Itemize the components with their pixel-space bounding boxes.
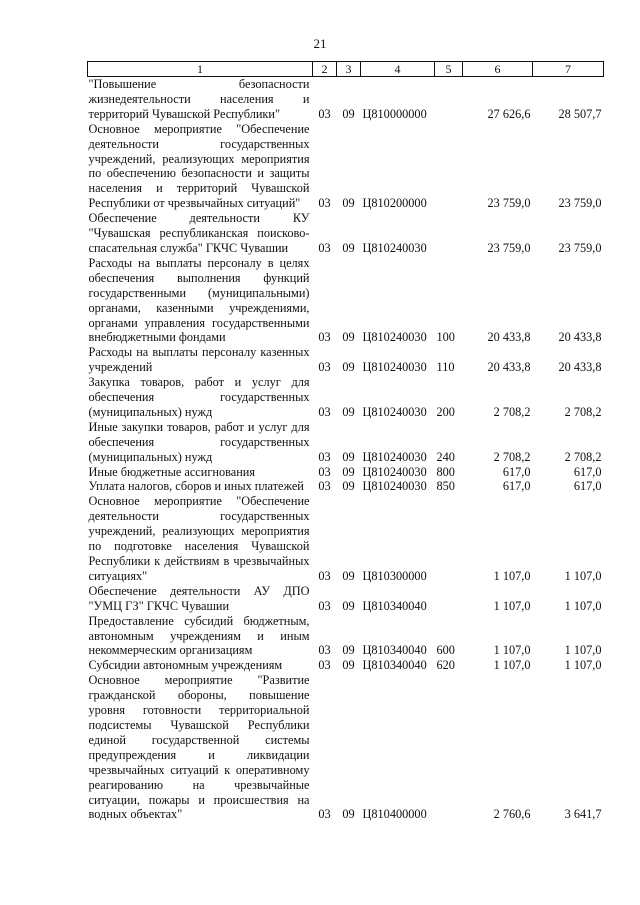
expense-type-code: 110 — [436, 360, 455, 375]
amount-col6: 23 759,0 — [487, 196, 531, 211]
section-code: 03 — [318, 449, 331, 464]
table-row — [88, 375, 604, 420]
amount-col7: 617,0 — [573, 464, 602, 479]
subsection-code: 09 — [342, 360, 355, 375]
amount-col7: 20 433,8 — [558, 330, 602, 345]
column-header: 2 — [313, 62, 337, 77]
amount-col6: 617,0 — [502, 479, 531, 494]
section-code: 03 — [318, 598, 331, 613]
target-article-code: Ц810240030 — [362, 330, 427, 345]
table-row — [88, 494, 604, 583]
amount-col7: 23 759,0 — [558, 240, 602, 255]
subsection-code: 09 — [342, 464, 355, 479]
expense-type-code — [435, 122, 463, 211]
table-row — [88, 77, 604, 122]
row-name: Обеспечение деятельности КУ "Чувашская республиканская поисково-спасательная служба" ГКЧС Чувашии — [88, 211, 310, 255]
target-article-code: Ц810240030 — [362, 360, 427, 375]
section-code: 03 — [318, 240, 331, 255]
amount-col7: 23 759,0 — [558, 196, 602, 211]
target-article-code: Ц810300000 — [362, 568, 427, 583]
amount-col6: 27 626,6 — [487, 106, 531, 121]
amount-col6: 23 759,0 — [487, 240, 531, 255]
amount-col6: 1 107,0 — [493, 598, 531, 613]
table-row — [88, 122, 604, 211]
section-code: 03 — [318, 658, 331, 673]
expense-type-code: 600 — [436, 643, 455, 658]
row-name: Обеспечение деятельности АУ ДПО "УМЦ ГЗ" ГКЧС Чувашии — [88, 583, 310, 613]
table-row — [88, 465, 604, 480]
amount-col6: 20 433,8 — [487, 330, 531, 345]
expense-type-code: 100 — [436, 330, 455, 345]
row-name: Расходы на выплаты персоналу казенных учреждений — [88, 345, 310, 375]
amount-col7: 1 107,0 — [564, 568, 602, 583]
amount-col6: 1 107,0 — [493, 643, 531, 658]
subsection-code: 09 — [342, 240, 355, 255]
expense-type-code — [435, 494, 463, 583]
expense-type-code — [435, 211, 463, 256]
expense-type-code — [435, 77, 463, 122]
amount-col7: 1 107,0 — [564, 658, 602, 673]
expense-type-code: 240 — [436, 449, 455, 464]
column-header: 7 — [533, 62, 604, 77]
subsection-code: 09 — [342, 658, 355, 673]
column-header: 3 — [337, 62, 361, 77]
column-header: 5 — [435, 62, 463, 77]
table-row — [88, 479, 604, 494]
section-code: 03 — [318, 568, 331, 583]
subsection-code: 09 — [342, 330, 355, 345]
section-code: 03 — [318, 807, 331, 822]
section-code: 03 — [318, 196, 331, 211]
target-article-code: Ц810240030 — [362, 449, 427, 464]
subsection-code: 09 — [342, 196, 355, 211]
subsection-code: 09 — [342, 449, 355, 464]
expense-type-code — [435, 584, 463, 614]
target-article-code: Ц810340040 — [362, 658, 427, 673]
row-name: "Повышение безопасности жизнедеятельности населения и территорий Чувашской Республики" — [88, 77, 310, 121]
row-name: Закупка товаров, работ и услуг для обеспечения государственных (муниципальных) нужд — [88, 375, 310, 419]
expense-type-code: 850 — [436, 479, 455, 494]
expense-type-code: 620 — [436, 658, 455, 673]
table-row — [88, 420, 604, 465]
row-name: Предоставление субсидий бюджетным, автономным учреждениям и иным некоммерческим организациям — [88, 613, 310, 658]
budget-table — [87, 61, 604, 822]
section-code: 03 — [318, 106, 331, 121]
table-row — [88, 211, 604, 256]
row-name: Основное мероприятие "Обеспечение деятельности государственных учреждений, реализующих мероприятия по обеспечению безопасности и защиты населения и территорий Чувашской Республики от чрезвычайных ситуаций" — [88, 121, 310, 211]
amount-col7: 1 107,0 — [564, 643, 602, 658]
section-code: 03 — [318, 643, 331, 658]
amount-col7: 28 507,7 — [558, 106, 602, 121]
subsection-code: 09 — [342, 106, 355, 121]
column-header: 1 — [88, 62, 313, 77]
subsection-code: 09 — [342, 598, 355, 613]
header-row — [88, 62, 604, 77]
column-header: 4 — [361, 62, 435, 77]
row-name: Расходы на выплаты персоналу в целях обеспечения выполнения функций государственными (муниципальными) органами, казенными учреждениями, органами управления государственными внебюджетными фондами — [88, 255, 310, 345]
amount-col6: 2 708,2 — [493, 404, 531, 419]
target-article-code: Ц810240030 — [362, 464, 427, 479]
amount-col7: 2 708,2 — [564, 404, 602, 419]
target-article-code: Ц810000000 — [362, 106, 427, 121]
table-row — [88, 256, 604, 345]
amount-col7: 20 433,8 — [558, 360, 602, 375]
amount-col7: 3 641,7 — [564, 807, 602, 822]
expense-type-code: 800 — [436, 464, 455, 479]
target-article-code: Ц810240030 — [362, 240, 427, 255]
table-row — [88, 345, 604, 375]
table-header — [88, 62, 604, 77]
target-article-code: Ц810240030 — [362, 404, 427, 419]
section-code: 03 — [318, 464, 331, 479]
table-row — [88, 658, 604, 673]
target-article-code: Ц810200000 — [362, 196, 427, 211]
row-name: Уплата налогов, сборов и иных платежей — [88, 479, 304, 494]
row-name: Субсидии автономным учреждениям — [88, 658, 283, 673]
amount-col6: 617,0 — [502, 464, 531, 479]
expense-type-code — [435, 673, 463, 822]
table-body — [88, 77, 604, 823]
subsection-code: 09 — [342, 807, 355, 822]
expense-type-code: 200 — [436, 404, 455, 419]
amount-col7: 617,0 — [573, 479, 602, 494]
row-name: Иные бюджетные ассигнования — [88, 464, 256, 479]
amount-col7: 2 708,2 — [564, 449, 602, 464]
column-header: 6 — [463, 62, 533, 77]
amount-col6: 2 708,2 — [493, 449, 531, 464]
section-code: 03 — [318, 404, 331, 419]
table-row — [88, 584, 604, 614]
target-article-code: Ц810340040 — [362, 643, 427, 658]
subsection-code: 09 — [342, 643, 355, 658]
target-article-code: Ц810240030 — [362, 479, 427, 494]
subsection-code: 09 — [342, 568, 355, 583]
section-code: 03 — [318, 479, 331, 494]
section-code: 03 — [318, 330, 331, 345]
amount-col7: 1 107,0 — [564, 598, 602, 613]
amount-col6: 1 107,0 — [493, 568, 531, 583]
section-code: 03 — [318, 360, 331, 375]
target-article-code: Ц810340040 — [362, 598, 427, 613]
amount-col6: 1 107,0 — [493, 658, 531, 673]
table-row — [88, 614, 604, 659]
amount-col6: 20 433,8 — [487, 360, 531, 375]
row-name: Иные закупки товаров, работ и услуг для обеспечения государственных (муниципальных) нужд — [88, 419, 310, 464]
amount-col6: 2 760,6 — [493, 807, 531, 822]
subsection-code: 09 — [342, 479, 355, 494]
table-row — [88, 673, 604, 822]
target-article-code: Ц810400000 — [362, 807, 427, 822]
row-name: Основное мероприятие "Развитие гражданской обороны, повышение уровня готовности территориальной подсистемы Чувашской Республики единой государственной системы предупреждения и ликвидации чрезвычайных ситуаций к оперативному реагированию на чрезвычайные ситуации, пожары и происшествия на водных объектах" — [88, 673, 310, 822]
row-name: Основное мероприятие "Обеспечение деятельности государственных учреждений, реализующих мероприятия по подготовке населения Чувашской Республики к действиям в чрезвычайных ситуациях" — [88, 494, 310, 583]
page-number: 21 — [313, 36, 327, 51]
subsection-code: 09 — [342, 404, 355, 419]
